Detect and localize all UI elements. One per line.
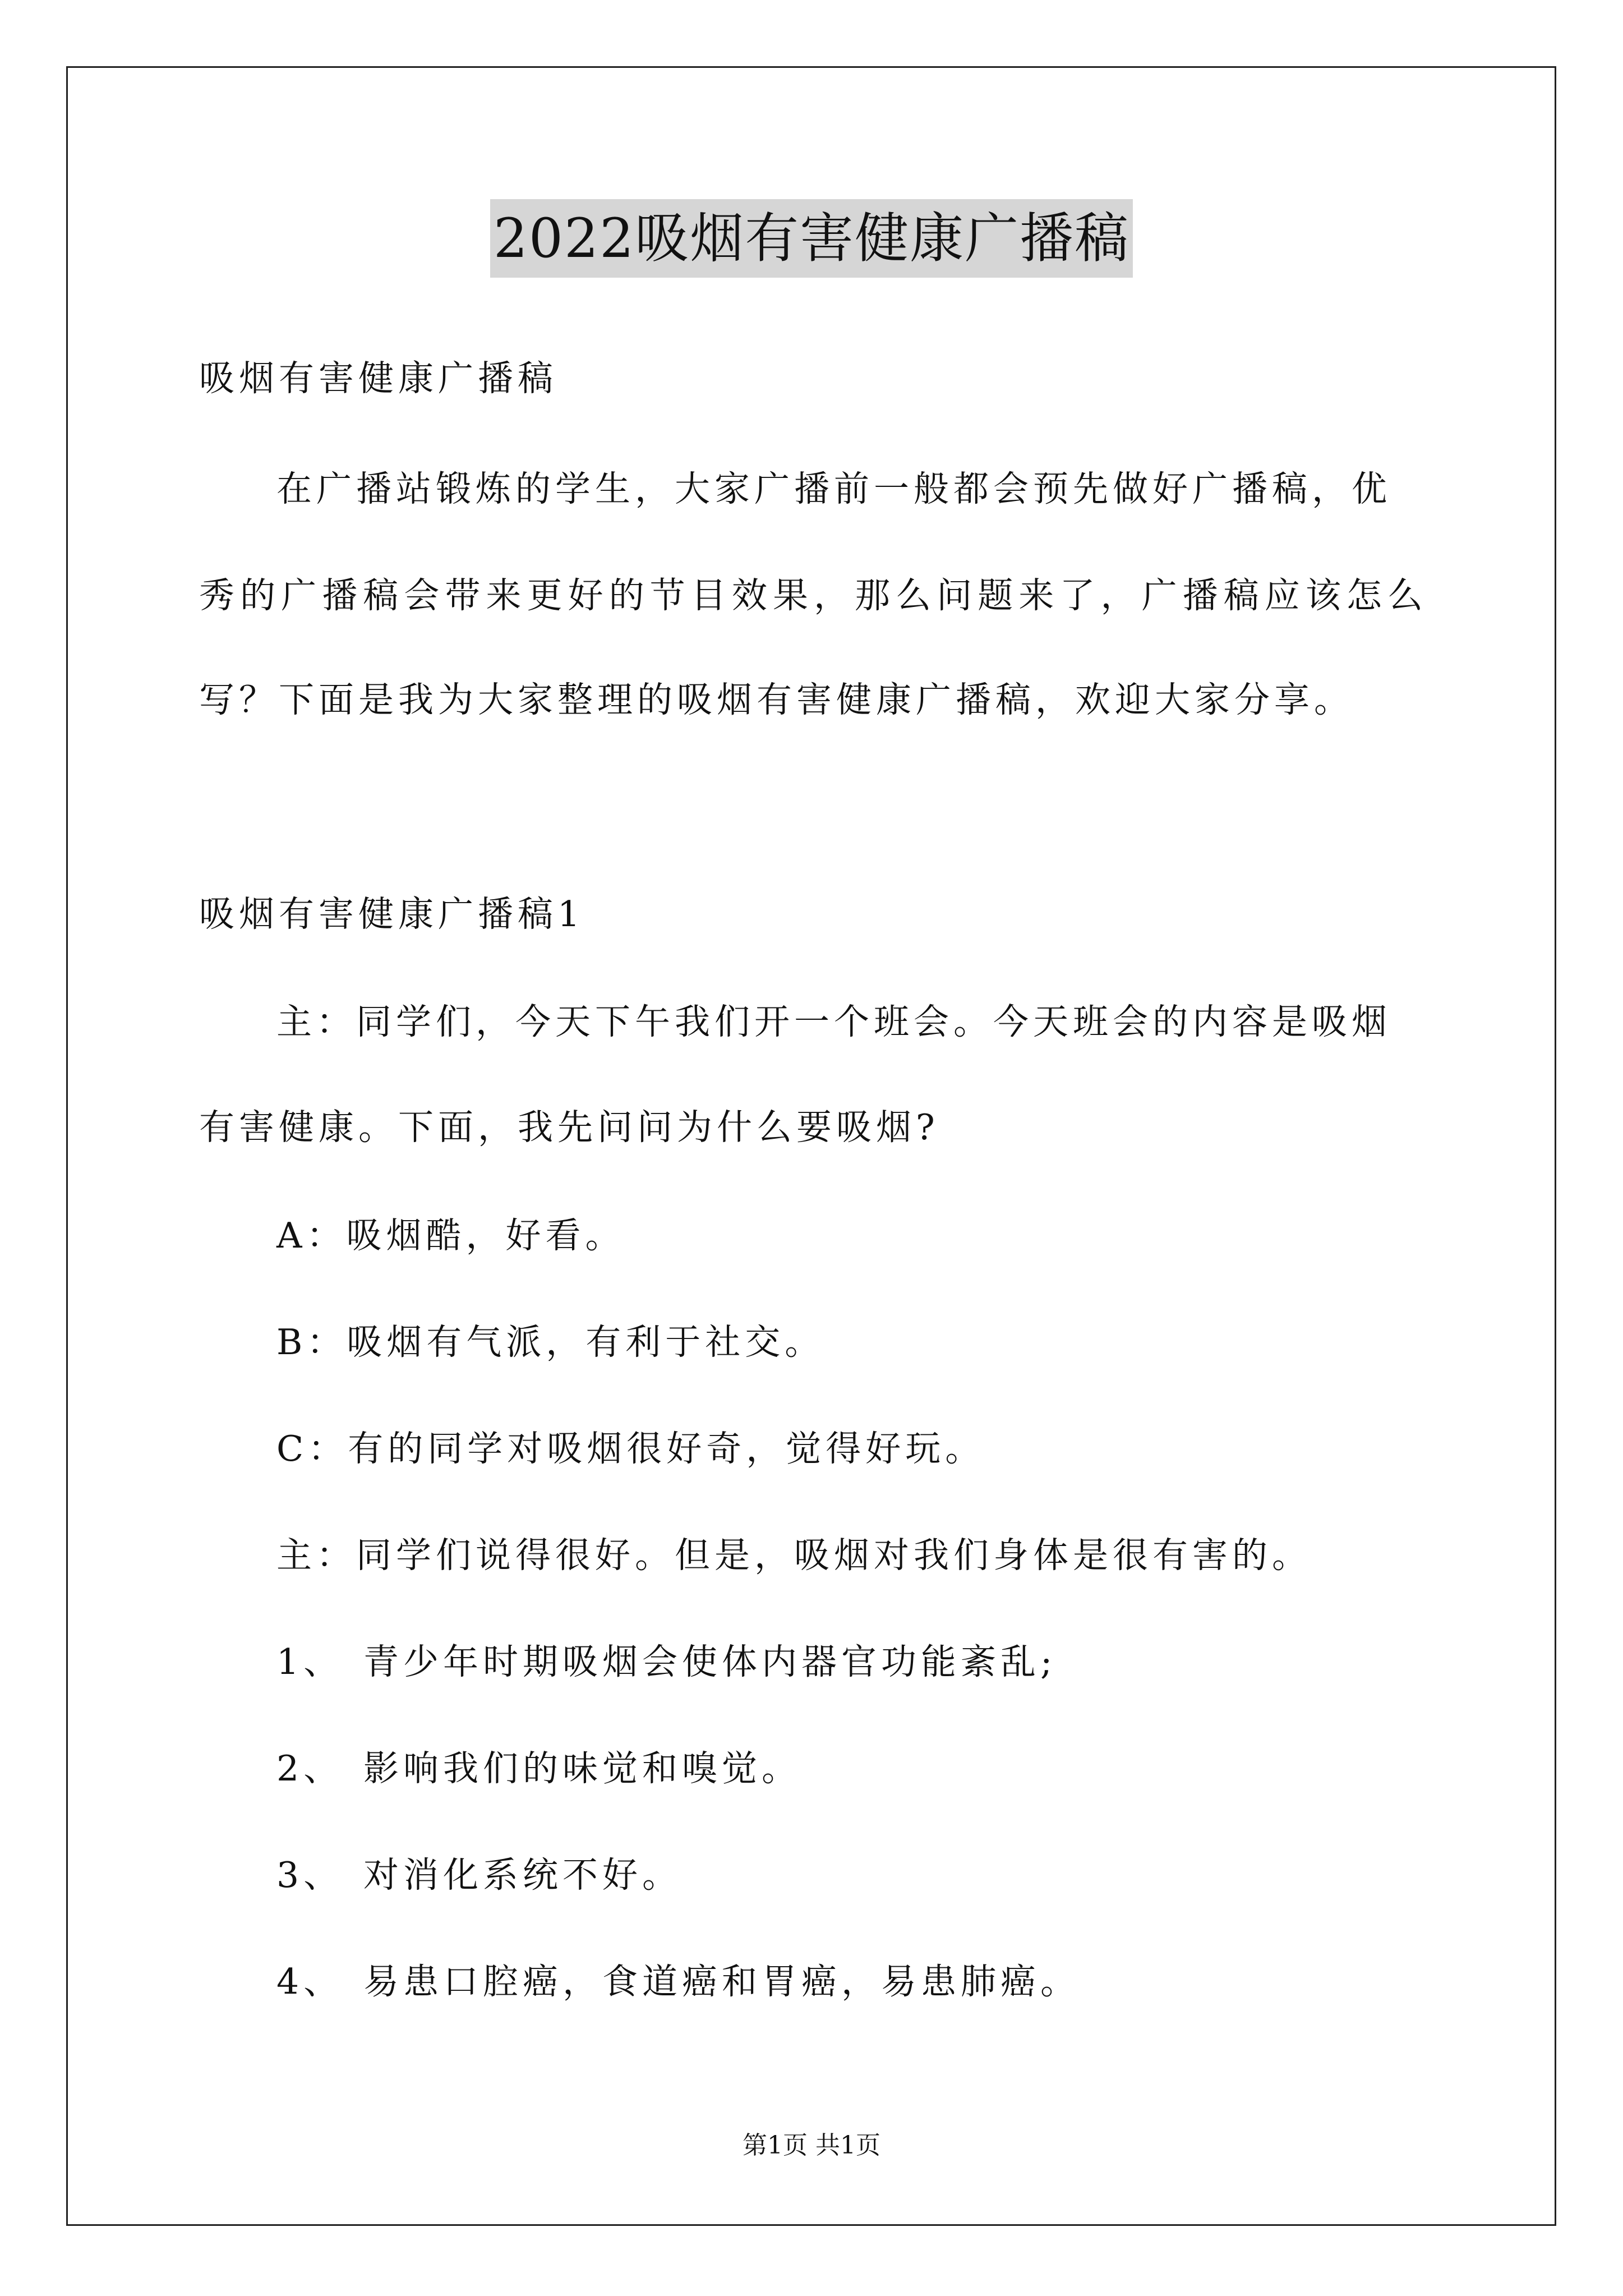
intro-line-1: 在广播站锻炼的学生，大家广播前一般都会预先做好广播稿，优: [276, 468, 1391, 509]
title-wrapper: [0, 199, 1623, 278]
subtitle: 吸烟有害健康广播稿: [199, 358, 557, 399]
intro-line-2: 秀的广播稿会带来更好的节目效果，那么问题来了，广播稿应该怎么: [199, 575, 1427, 616]
list-item-text: 青少年时期吸烟会使体内器官功能紊乱;: [363, 1641, 1057, 1682]
host-line-2: 有害健康。下面，我先问问为什么要吸烟?: [199, 1107, 939, 1148]
section-heading: 吸烟有害健康广播稿1: [199, 894, 585, 935]
answer-a: A：吸烟酷，好看。: [276, 1215, 625, 1256]
list-item-text: 对消化系统不好。: [363, 1855, 682, 1895]
list-item-number: 3、: [276, 1855, 344, 1895]
document-title: 2022吸烟有害健康广播稿: [490, 199, 1133, 278]
list-item-number: 1、: [276, 1641, 344, 1682]
list-item: [276, 1853, 682, 1898]
list-item: [276, 1746, 801, 1791]
intro-line-3: 写？下面是我为大家整理的吸烟有害健康广播稿，欢迎大家分享。: [199, 679, 1354, 720]
answer-c: C：有的同学对吸烟很好奇，觉得好玩。: [276, 1428, 985, 1469]
list-item-text: 易患口腔癌，食道癌和胃癌，易患肺癌。: [363, 1961, 1080, 2002]
list-item: [276, 1640, 1057, 1685]
list-item-number: 4、: [276, 1961, 344, 2002]
list-item: [276, 1959, 1080, 2004]
host-line-1: 主：同学们，今天下午我们开一个班会。今天班会的内容是吸烟: [276, 1001, 1391, 1042]
host-statement: 主：同学们说得很好。但是，吸烟对我们身体是很有害的。: [276, 1535, 1312, 1576]
answer-b: B：吸烟有气派，有利于社交。: [276, 1322, 825, 1363]
list-item-number: 2、: [276, 1748, 344, 1789]
list-item-text: 影响我们的味觉和嗅觉。: [363, 1748, 801, 1789]
page-footer: 第1页 共1页: [743, 2131, 880, 2160]
